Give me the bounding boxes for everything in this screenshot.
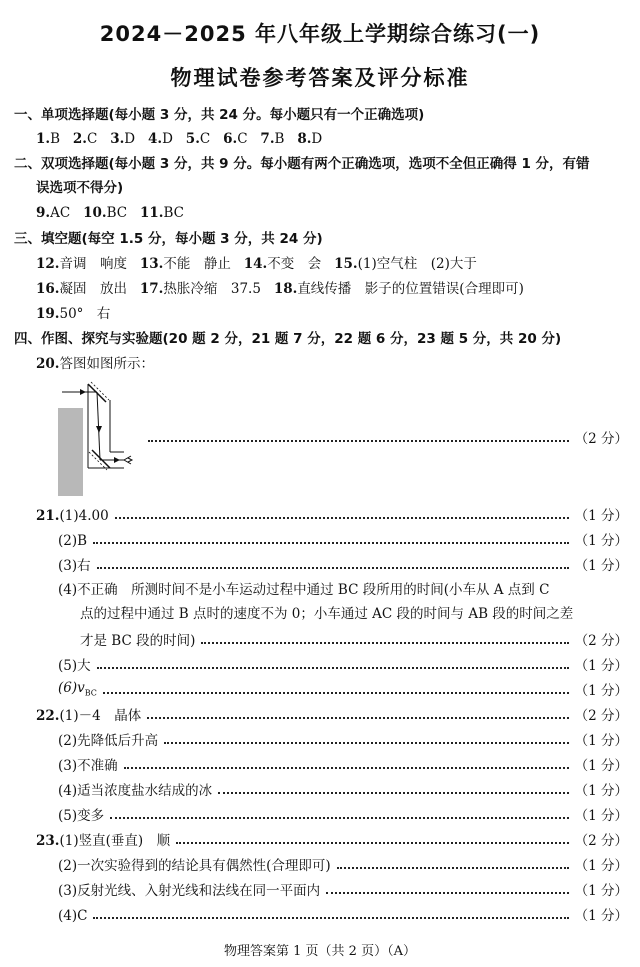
dmc-answers — [36, 204, 184, 222]
page-subtitle: 物理试卷参考答案及评分标准 — [170, 66, 470, 90]
q21-item4-paragraph: (4)不正确 所测时间不是小车运动过程中通过 BC 段所用的时间(小车从 A 点到 C 点的过程中通过 B 点时的速度不为 0；小车通过 AC 段的时间与 AB 段的时间之差 — [58, 582, 574, 622]
answer-row: 21.(1)4.00 （1 分） — [36, 508, 628, 524]
answer-row: (2)B （1 分） — [58, 533, 628, 549]
mc-item: 7.B — [260, 131, 285, 147]
answer-row: (4)适当浓度盐水结成的冰 （1 分） — [58, 783, 628, 799]
fill-item: 14.不变 会 — [243, 256, 322, 272]
fill-item: 13.不能 静止 — [139, 256, 231, 272]
page-title: 2024－2025 年八年级上学期综合练习(一) — [99, 22, 541, 46]
fill-line-3 — [36, 305, 110, 323]
section-heading-4: 四、作图、探究与实验题(20 题 2 分，21 题 7 分，22 题 6 分，23 题 5 分，共 20 分) — [14, 331, 562, 347]
eye-icon — [124, 456, 132, 464]
answer-row: (3)右 （1 分） — [58, 558, 628, 574]
q20-label: 20.答图如图所示： — [36, 356, 154, 372]
q20-points-row: （2 分） — [148, 430, 628, 448]
section-heading-3: 三、填空题(每空 1.5 分，每小题 3 分，共 24 分) — [14, 231, 323, 247]
mc-item: 2.C — [72, 131, 98, 147]
mc-item: 6.C — [223, 131, 248, 147]
answer-row: (5)变多 （1 分） — [58, 808, 628, 824]
q20-answer-figure — [58, 380, 138, 504]
answer-row: (3)反射光线、入射光线和法线在同一平面内 （1 分） — [58, 883, 628, 899]
mc-item: 5.C — [185, 131, 211, 147]
dmc-item: 11.BC — [139, 205, 184, 221]
answer-row: 22.(1)－4 晶体 （2 分） — [36, 708, 628, 724]
answer-row: $(6)v_{BC}$ （1 分） — [58, 680, 628, 699]
periscope-diagram — [58, 380, 138, 500]
fill-item: 15.(1)空气柱 (2)大于 — [334, 256, 477, 272]
mc-item: 8.D — [297, 131, 323, 147]
answer-row: 才是 BC 段的时间) （2 分） — [80, 633, 628, 649]
answer-row: (3)不准确 （1 分） — [58, 758, 628, 774]
mc-item: 1.B — [36, 131, 61, 147]
page-footer: 物理答案第 1 页（共 2 页）（A） — [224, 944, 416, 959]
fill-item: 16.凝固 放出 — [36, 281, 127, 297]
mc-item: 3.D — [110, 131, 136, 147]
mc-item: 4.D — [148, 131, 173, 147]
mc-answers — [36, 130, 322, 148]
section-heading-2: 二、双项选择题(每小题 3 分，共 9 分。每小题有两个正确选项，选项不全但正确得 1 分，有错 — [14, 156, 590, 172]
fill-item: 18.直线传播 影子的位置错误(合理即可) — [273, 281, 524, 297]
answer-row: 23.(1)竖直(垂直) 顺 （2 分） — [36, 833, 628, 849]
dmc-item: 10.BC — [83, 205, 128, 221]
dmc-item: 9.AC — [36, 205, 71, 221]
answer-row: (2)一次实验得到的结论具有偶然性(合理即可) （1 分） — [58, 858, 628, 874]
answer-row: (2)先降低后升高 （1 分） — [58, 733, 628, 749]
section-heading-1: 一、单项选择题(每小题 3 分，共 24 分。每小题只有一个正确选项) — [14, 107, 425, 123]
section-heading-2-cont: 误选项不得分) — [36, 180, 124, 196]
fill-item: 19.50° 右 — [36, 306, 111, 322]
answer-row: (4)C （1 分） — [58, 908, 628, 924]
fill-line-2 — [36, 280, 524, 298]
wall-block — [58, 408, 83, 496]
fill-item: 12.音调 响度 — [36, 256, 127, 272]
fill-item: 17.热胀冷缩 37.5 — [139, 281, 261, 297]
fill-line-1 — [36, 255, 477, 273]
answer-row: (5)大 （1 分） — [58, 658, 628, 674]
